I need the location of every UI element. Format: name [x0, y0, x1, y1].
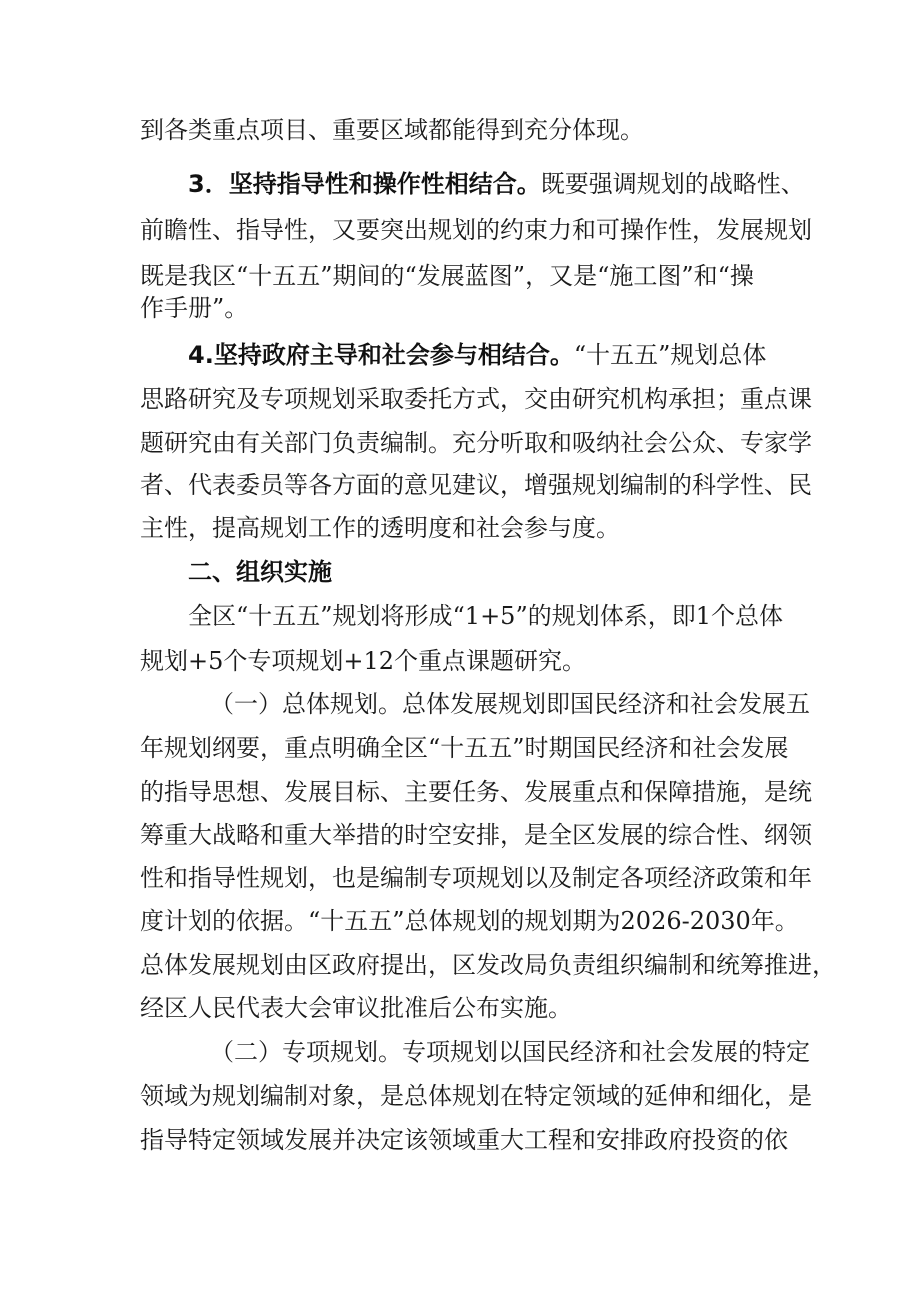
text-line: 的指导思想、发展目标、主要任务、发展重点和保障措施，是统: [140, 778, 812, 806]
text-line: 年规划纲要，重点明确全区“十五五”时期国民经济和社会发展: [140, 734, 789, 762]
text-line: 既要强调规划的战略性、: [540, 170, 805, 198]
text-line: 全区“十五五”规划将形成“1+5”的规划体系，即1个总体: [188, 602, 783, 630]
text-line: 者、代表委员等各方面的意见建议，增强规划编制的科学性、民: [140, 471, 812, 499]
paragraph-continuation: [140, 118, 644, 142]
text-line: 性和指导性规划，也是编制专项规划以及制定各项经济政策和年: [140, 864, 812, 892]
principle-3-heading: 3．坚持指导性和操作性相结合。: [188, 170, 541, 198]
text-line: 到各类重点项目、重要区域都能得到充分体现。: [140, 116, 644, 144]
text-line: 总体发展规划由区政府提出，区发改局负责组织编制和统筹推进，: [140, 951, 836, 979]
principle-3-paragraph: [188, 172, 805, 196]
text-line: 既是我区“十五五”期间的“发展蓝图”，又是“施工图”和“操: [140, 262, 754, 290]
text-line: “十五五”规划总体: [573, 341, 767, 369]
text-line: 主性，提高规划工作的透明度和社会参与度。: [140, 514, 620, 542]
text-line: 前瞻性、指导性，又要突出规划的约束力和可操作性，发展规划: [140, 216, 812, 244]
text-line: 规划+5个专项规划+12个重点课题研究。: [140, 647, 587, 675]
text-line: 经区人民代表大会审议批准后公布实施。: [140, 994, 572, 1022]
section-heading: 二、组织实施: [188, 558, 332, 586]
text-line: （二）专项规划。专项规划以国民经济和社会发展的特定: [210, 1038, 810, 1066]
text-line: （一）总体规划。总体发展规划即国民经济和社会发展五: [210, 690, 810, 718]
text-line: 思路研究及专项规划采取委托方式，交由研究机构承担；重点课: [140, 385, 812, 413]
text-line: 度计划的依据。“十五五”总体规划的规划期为2026-2030年。: [140, 907, 799, 935]
text-line: 作手册”。: [140, 294, 249, 322]
text-line: 筹重大战略和重大举措的时空安排，是全区发展的综合性、纲领: [140, 821, 812, 849]
text-line: 题研究由有关部门负责编制。充分听取和吸纳社会公众、专家学: [140, 429, 812, 457]
text-line: 领域为规划编制对象，是总体规划在特定领域的延伸和细化，是: [140, 1082, 812, 1110]
principle-4-heading: 4.坚持政府主导和社会参与相结合。: [188, 341, 574, 369]
principle-4-paragraph: [188, 343, 766, 367]
text-line: 指导特定领域发展并决定该领域重大工程和安排政府投资的依: [140, 1126, 788, 1154]
